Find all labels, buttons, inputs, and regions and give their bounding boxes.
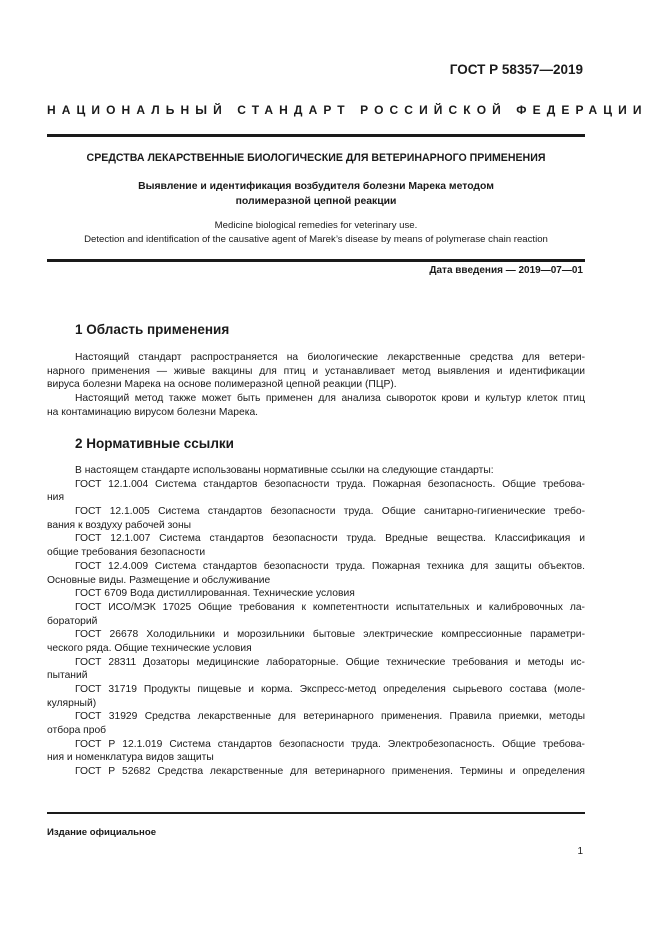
top-rule bbox=[47, 134, 585, 137]
document-code: ГОСТ Р 58357—2019 bbox=[449, 62, 583, 77]
text-line: ГОСТ ИСО/МЭК 17025 Общие требования к компетентности испытательных и калибровочных ла- bbox=[75, 601, 585, 613]
english-title-line: Medicine biological remedies for veterinary use. bbox=[214, 220, 418, 231]
text-line: Основные виды. Размещение и обслуживание bbox=[47, 574, 271, 586]
section-1-heading: 1 Область применения bbox=[75, 322, 230, 337]
english-title-line: Detection and identification of the causative agent of Marek’s disease by means of polymerase chain reaction bbox=[84, 234, 548, 245]
text-line: ГОСТ 31929 Средства лекарственные для ветеринарного применения. Правила приемки, методы bbox=[75, 711, 585, 723]
subtitle-line: полимеразной цепной реакции bbox=[235, 196, 397, 207]
text-line: на контаминацию вирусом болезни Марека. bbox=[47, 406, 259, 418]
text-line: ГОСТ 12.1.004 Система стандартов безопасности труда. Пожарная безопасность. Общие требова- bbox=[75, 478, 585, 490]
text-line: Настоящий метод также может быть применен для анализа сывороток крови и культур клеток птиц bbox=[75, 393, 585, 405]
text-line: ГОСТ Р 52682 Средства лекарственные для ветеринарного применения. Термины и определения bbox=[75, 766, 585, 778]
text-line: вируса болезни Марека на основе полимеразной цепной реакции (ПЦР). bbox=[47, 379, 397, 391]
text-line: ГОСТ 6709 Вода дистиллированная. Технические условия bbox=[75, 588, 355, 600]
section-2-body bbox=[47, 464, 585, 779]
text-line: пытаний bbox=[47, 670, 88, 682]
text-line: ния и номенклатура видов защиты bbox=[47, 752, 214, 764]
official-edition-label: Издание официальное bbox=[47, 827, 157, 838]
text-line: ГОСТ 28311 Дозаторы медицинские лабораторные. Общие технические требования и методы ис- bbox=[75, 656, 585, 668]
text-line: ческого ряда. Общие технические условия bbox=[47, 642, 252, 654]
document-subtitle bbox=[47, 179, 585, 209]
text-line: ГОСТ Р 12.1.019 Система стандартов безопасности труда. Электробезопасность. Общие требова- bbox=[75, 738, 585, 750]
section-2-heading: 2 Нормативные ссылки bbox=[75, 436, 234, 451]
document-title: СРЕДСТВА ЛЕКАРСТВЕННЫЕ БИОЛОГИЧЕСКИЕ ДЛЯ ВЕТЕРИНАРНОГО ПРИМЕНЕНИЯ bbox=[86, 152, 546, 164]
subtitle-line: Выявление и идентификация возбудителя болезни Марека методом bbox=[138, 181, 494, 192]
text-line: вания к воздуху рабочей зоны bbox=[47, 519, 192, 531]
text-line: отбора проб bbox=[47, 725, 107, 737]
text-line: нарного применения — живые вакцины для птиц и устанавливает метод выявления и идентификации bbox=[47, 365, 585, 377]
section-1-body bbox=[47, 351, 585, 419]
text-line: Настоящий стандарт распространяется на биологические лекарственные средства для ветери- bbox=[75, 352, 585, 363]
text-line: ния bbox=[47, 492, 65, 504]
text-line: бораторий bbox=[47, 615, 98, 627]
text-line: ГОСТ 26678 Холодильники и морозильники бытовые электрические компрессионные параметри- bbox=[75, 629, 585, 641]
text-line: ГОСТ 12.4.009 Система стандартов безопасности труда. Пожарная техника для защиты объектов. bbox=[75, 560, 585, 572]
introduction-date: Дата введения — 2019—07—01 bbox=[429, 265, 583, 276]
page-number: 1 bbox=[577, 846, 583, 857]
text-line: ГОСТ 12.1.005 Система стандартов безопасности труда. Общие санитарно-гигиенические требо- bbox=[75, 506, 585, 518]
text-line: кулярный) bbox=[47, 697, 97, 709]
text-line: В настоящем стандарте использованы нормативные ссылки на следующие стандарты: bbox=[75, 465, 494, 476]
footer-rule bbox=[47, 812, 585, 814]
text-line: ГОСТ 31719 Продукты пищевые и корма. Экспресс-метод определения сырьевого состава (моле- bbox=[75, 684, 585, 695]
english-title bbox=[47, 219, 585, 247]
title-bottom-rule bbox=[47, 259, 585, 262]
text-line: общие требования безопасности bbox=[47, 547, 206, 559]
text-line: ГОСТ 12.1.007 Система стандартов безопасности труда. Вредные вещества. Классификация и bbox=[75, 533, 585, 545]
national-standard-heading: НАЦИОНАЛЬНЫЙ СТАНДАРТ РОССИЙСКОЙ ФЕДЕРАЦИИ bbox=[47, 103, 648, 117]
